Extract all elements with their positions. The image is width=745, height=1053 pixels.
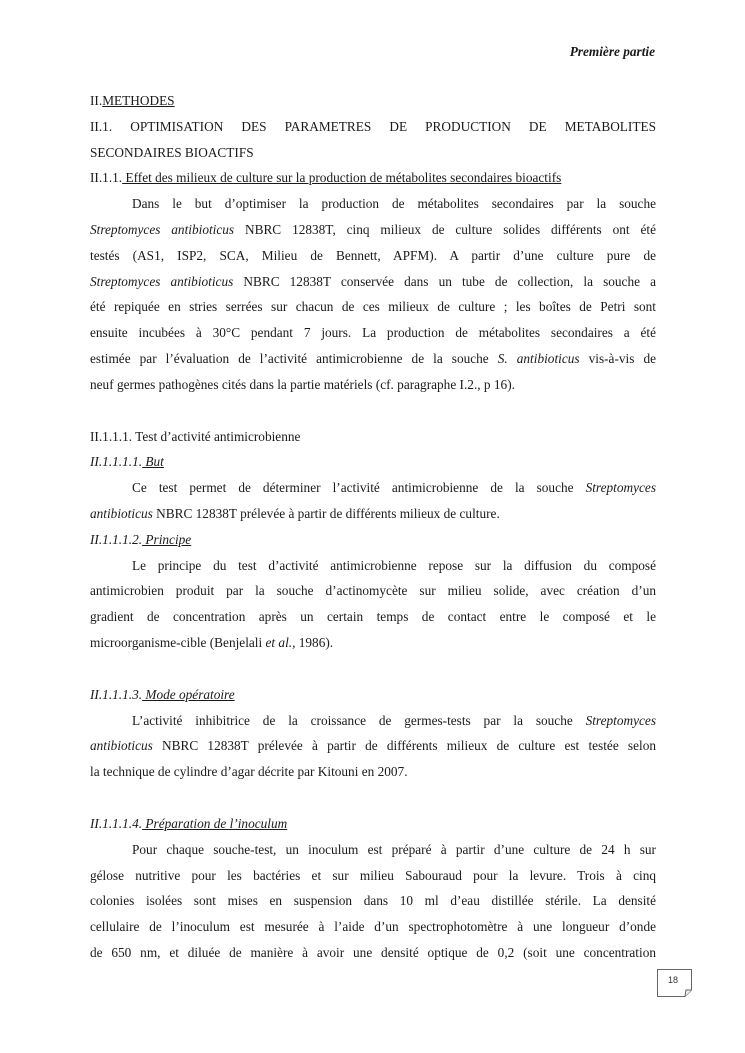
- text-span: NBRC 12838T prélevée à partir de différents milieux de culture est testée selon: [152, 738, 656, 754]
- preparation-number: II.1.1.1.4.: [90, 815, 143, 831]
- text-line: [90, 217, 656, 243]
- text-line: [90, 733, 656, 759]
- text-line: [90, 630, 656, 656]
- text-line: de 650 nm, et diluée de manière à avoir une densité optique de 0,2 (soit une concentration: [90, 944, 656, 960]
- text-span: estimée par l’évaluation de l’activité antimicrobienne de la souche: [90, 350, 498, 366]
- mode-number: II.1.1.1.3.: [90, 686, 143, 702]
- text-line: [90, 269, 656, 295]
- text-span: microorganisme-cible (Benjelali: [90, 634, 266, 650]
- text-line: gradient de concentration après un certain temps de contact entre le composé et le: [90, 609, 656, 625]
- subsection-title-line1: II.1. OPTIMISATION DES PARAMETRES DE PRODUCTION DE METABOLITES: [90, 118, 656, 134]
- text-span: L’activité inhibitrice de la croissance de germes-tests par la souche: [132, 712, 586, 728]
- test-heading: II.1.1.1. Test d’activité antimicrobienne: [90, 428, 301, 444]
- text-line: [90, 346, 656, 372]
- text-line: antimicrobien produit par la souche d’actinomycète sur milieu solide, avec création d’un: [90, 583, 656, 599]
- text-line: gélose nutritive pour les bactéries et sur milieu Sabouraud pour la levure. Trois à cinq: [90, 867, 656, 883]
- text-line: colonies isolées sont mises en suspension dans 10 ml d’eau distillée stérile. La densité: [90, 893, 656, 909]
- text-span: NBRC 12838T, cinq milieux de culture solides différents ont été: [234, 221, 656, 237]
- page-number: 18: [667, 975, 678, 985]
- section-heading: [90, 88, 656, 114]
- principe-number: II.1.1.1.2.: [90, 531, 143, 547]
- text-line: ensuite incubées à 30°C pendant 7 jours. La production de métabolites secondaires a été: [90, 325, 656, 341]
- species-name: S. antibioticus: [497, 350, 580, 366]
- text-line: cellulaire de l’inoculum est mesurée à l’aide d’un spectrophotomètre à une longueur d’onde: [90, 919, 656, 935]
- species-name: Streptomyces antibioticus: [90, 273, 234, 289]
- text-line: [90, 501, 656, 527]
- text-line: la technique de cylindre d’agar décrite par Kitouni en 2007.: [90, 764, 408, 780]
- but-heading: [90, 449, 656, 475]
- section-title: METHODES: [102, 93, 175, 108]
- text-line: testés (AS1, ISP2, SCA, Milieu de Bennett, APFM). A partir d’une culture pure de: [90, 247, 656, 263]
- text-span: Ce test permet de déterminer l’activité antimicrobienne de la souche: [132, 480, 586, 496]
- text-line: Le principe du test d’activité antimicrobienne repose sur la diffusion du composé: [132, 557, 656, 573]
- page-number-box: [657, 969, 692, 997]
- text-line: [90, 475, 656, 501]
- but-title: But: [142, 454, 164, 470]
- subsubsection-heading: [90, 165, 656, 191]
- principe-heading: [90, 527, 656, 553]
- citation-etal: et al.,: [265, 634, 296, 650]
- species-name: antibioticus: [90, 505, 153, 521]
- text-line: [90, 708, 656, 734]
- running-header: Première partie: [569, 44, 655, 59]
- text-line: Dans le but d’optimiser la production de métabolites secondaires par la souche: [132, 196, 656, 212]
- text-line: neuf germes pathogènes cités dans la partie matériels (cf. paragraphe I.2., p 16).: [90, 376, 515, 392]
- section-prefix: II.: [90, 93, 103, 108]
- text-span: NBRC 12838T conservée dans un tube de collection, la souche a: [233, 273, 657, 289]
- species-name: Streptomyces: [585, 712, 656, 728]
- subsubsection-title: Effet des milieux de culture sur la production de métabolites secondaires bioactifs: [122, 170, 562, 186]
- text-span: 1986).: [295, 634, 334, 650]
- subsection-title-line2: SECONDAIRES BIOACTIFS: [90, 144, 254, 160]
- species-name: Streptomyces antibioticus: [90, 221, 235, 237]
- preparation-heading: [90, 811, 656, 837]
- paragraph-intro: [90, 191, 656, 397]
- subsubsection-number: II.1.1.: [90, 170, 123, 186]
- species-name: Streptomyces: [585, 480, 656, 496]
- principe-title: Principe: [142, 531, 192, 547]
- text-line: Pour chaque souche-test, un inoculum est préparé à partir d’une culture de 24 h sur: [132, 841, 656, 857]
- mode-heading: [90, 682, 656, 708]
- mode-title: Mode opératoire: [142, 686, 235, 702]
- text-line: été repiquée en stries serrées sur chacun de ces milieux de culture ; les boîtes de Petri sont: [90, 299, 656, 315]
- text-span: NBRC 12838T prélevée à partir de différents milieux de culture.: [152, 505, 500, 521]
- species-name: antibioticus: [90, 738, 153, 754]
- preparation-title: Préparation de l’inoculum: [142, 815, 288, 831]
- but-number: II.1.1.1.1.: [90, 454, 143, 470]
- text-span: vis-à-vis de: [579, 350, 656, 366]
- page-body: [90, 88, 656, 966]
